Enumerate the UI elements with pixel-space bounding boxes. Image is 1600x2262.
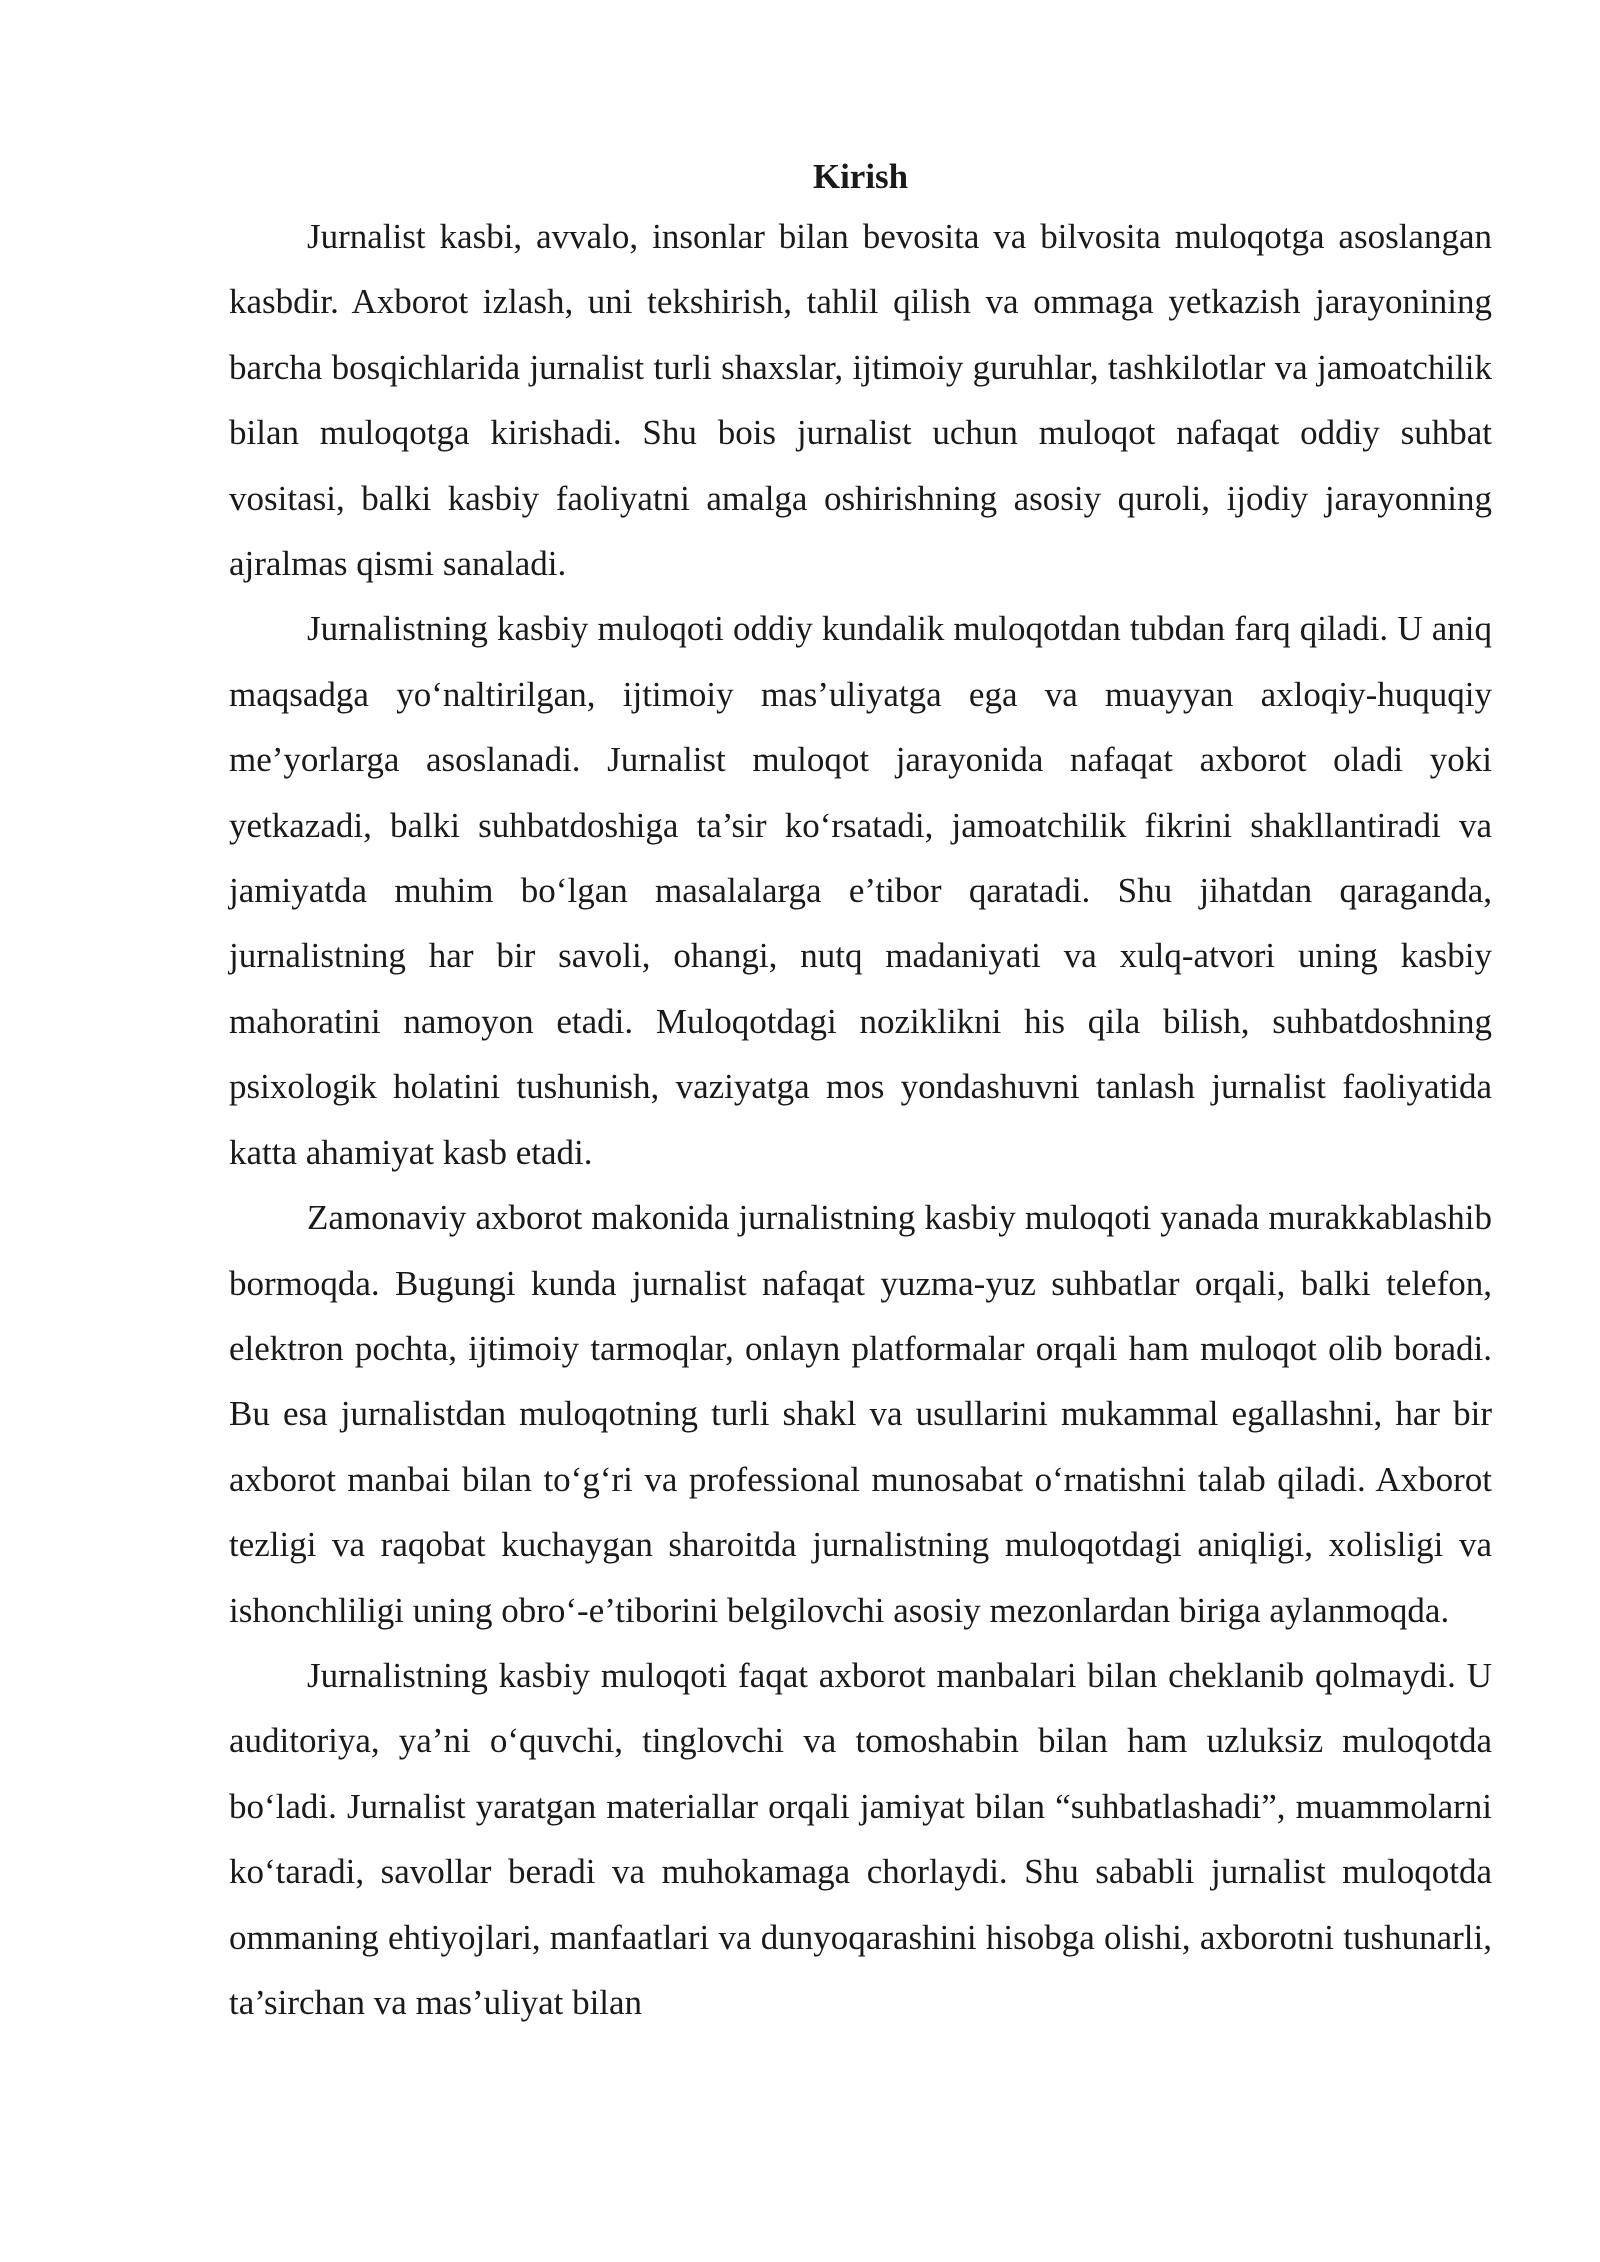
paragraph-4: Jurnalistning kasbiy muloqoti faqat axborot manbalari bilan cheklanib qolmaydi. U auditoriya, ya’ni o‘quvchi, tinglovchi va tomoshabin bilan ham uzluksiz muloqotda bo‘ladi. Jurnalist yaratgan materiallar orqali jamiyat bilan “suhbatlashadi”, muammolarni ko‘taradi, savollar beradi va muhokamaga chorlaydi. Shu sababli jurnalist muloqotda ommaning ehtiyojlari, manfaatlari va dunyoqarashini hisobga olishi, axborotni tushunarli, ta’sirchan va mas’uliyat bilan: [229, 1655, 1492, 2022]
document-page: [229, 150, 1492, 2035]
paragraph-2: Jurnalistning kasbiy muloqoti oddiy kundalik muloqotdan tubdan farq qiladi. U aniq maqsadga yo‘naltirilgan, ijtimoiy mas’uliyatga ega va muayyan axloqiy-huquqiy me’yorlarga asoslanadi. Jurnalist muloqot jarayonida nafaqat axborot oladi yoki yetkazadi, balki suhbatdoshiga ta’sir ko‘rsatadi, jamoatchilik fikrini shakllantiradi va jamiyatda muhim bo‘lgan masalalarga e’tibor qaratadi. Shu jihatdan qaraganda, jurnalistning har bir savoli, ohangi, nutq madaniyati va xulq-atvori uning kasbiy mahoratini namoyon etadi. Muloqotdagi noziklikni his qila bilish, suhbatdoshning psixologik holatini tushunish, vaziyatga mos yondashuvni tanlash jurnalist faoliyatida katta ahamiyat kasb etadi.: [229, 609, 1492, 1172]
paragraph-1: Jurnalist kasbi, avvalo, insonlar bilan bevosita va bilvosita muloqotga asoslangan kasbdir. Axborot izlash, uni tekshirish, tahlil qilish va ommaga yetkazish jarayonining barcha bosqichlarida jurnalist turli shaxslar, ijtimoiy guruhlar, tashkilotlar va jamoatchilik bilan muloqotga kirishadi. Shu bois jurnalist uchun muloqot nafaqat oddiy suhbat vositasi, balki kasbiy faoliyatni amalga oshirishning asosiy quroli, ijodiy jarayonning ajralmas qismi sanaladi.: [229, 217, 1492, 584]
document-title: Kirish: [812, 157, 909, 196]
paragraph-3: Zamonaviy axborot makonida jurnalistning kasbiy muloqoti yanada murakkablashib bormoqda. Bugungi kunda jurnalist nafaqat yuzma-yuz suhbatlar orqali, balki telefon, elektron pochta, ijtimoiy tarmoqlar, onlayn platformalar orqali ham muloqot olib boradi. Bu esa jurnalistdan muloqotning turli shakl va usullarini mukammal egallashni, har bir axborot manbai bilan to‘g‘ri va professional munosabat o‘rnatishni talab qiladi. Axborot tezligi va raqobat kuchaygan sharoitda jurnalistning muloqotdagi aniqligi, xolisligi va ishonchliligi uning obro‘-e’tiborini belgilovchi asosiy mezonlardan biriga aylanmoqda.: [229, 1198, 1492, 1630]
